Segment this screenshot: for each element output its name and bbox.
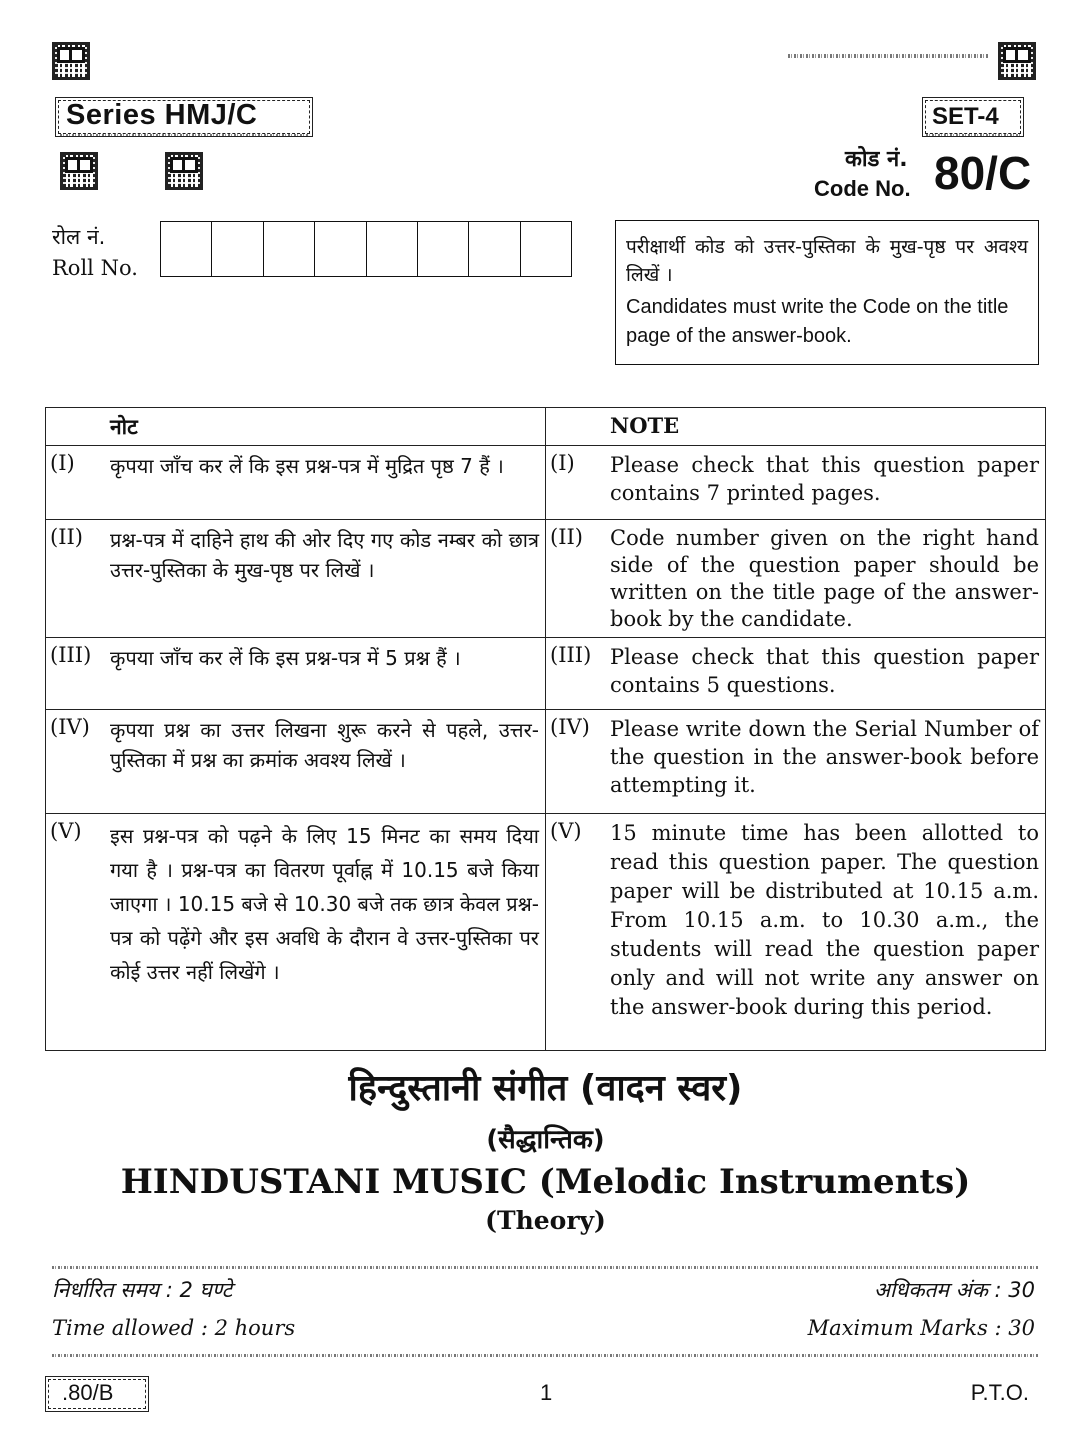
max-marks-english: Maximum Marks : 30 xyxy=(807,1316,1035,1340)
title-english-sub: (Theory) xyxy=(485,1206,606,1235)
roll-number-grid[interactable] xyxy=(160,221,572,277)
time-allowed-english: Time allowed : 2 hours xyxy=(52,1316,296,1340)
note-num-english: (IV) xyxy=(550,715,590,739)
microtext-line-info-bottom xyxy=(52,1354,1038,1357)
series-label: Series HMJ/C xyxy=(66,99,258,131)
note-num-hindi: (V) xyxy=(50,819,82,843)
roll-label-hindi: रोल नं. xyxy=(52,225,106,249)
time-allowed-hindi: निर्धारित समय : 2 घण्टे xyxy=(52,1278,233,1302)
code-notice-english: Candidates must write the Code on the title page of the answer-book. xyxy=(626,296,1009,347)
notes-table xyxy=(45,407,1046,1051)
roll-label-english: Roll No. xyxy=(52,256,138,280)
note-text-hindi: कृपया प्रश्न का उत्तर लिखना शुरू करने से पहले, उत्तर-पुस्तिका में प्रश्न का क्रमांक अवश्य लिखें । xyxy=(110,718,539,772)
note-text-hindi: कृपया जाँच कर लें कि इस प्रश्न-पत्र में 5 प्रश्न हैं । xyxy=(110,646,461,670)
roll-digit-box[interactable] xyxy=(521,222,571,276)
notes-heading-hindi: नोट xyxy=(46,408,546,446)
roll-digit-box[interactable] xyxy=(212,222,263,276)
roll-digit-box[interactable] xyxy=(161,222,212,276)
roll-digit-box[interactable] xyxy=(264,222,315,276)
microtext-line-series xyxy=(60,134,308,137)
note-num-english: (III) xyxy=(550,643,592,667)
table-row xyxy=(46,710,1046,814)
qr-code-left-2 xyxy=(165,152,203,190)
title-hindi-sub: (सैद्धान्तिक) xyxy=(486,1125,605,1155)
note-num-english: (I) xyxy=(550,451,575,475)
qr-code-top-left xyxy=(52,42,90,80)
roll-digit-box[interactable] xyxy=(418,222,469,276)
note-num-english: (V) xyxy=(550,819,582,843)
note-num-hindi: (II) xyxy=(50,525,83,549)
table-row xyxy=(46,520,1046,638)
microtext-line-set xyxy=(926,134,1022,137)
note-num-hindi: (IV) xyxy=(50,715,90,739)
note-text-english: Code number given on the right hand side of the question paper should be written on the title page of the answer-book by the candidate. xyxy=(610,526,1039,631)
note-text-english: 15 minute time has been allotted to read this question paper. The question paper will be distributed at 10.15 a.m. From 10.15 a.m. to 10.30 a.m., the students will read the question paper only and will not write any answer on the answer-book during this period. xyxy=(610,821,1039,1019)
title-english-main: HINDUSTANI MUSIC (Melodic Instruments) xyxy=(120,1162,971,1202)
notes-header-row xyxy=(46,408,1046,446)
note-text-hindi: कृपया जाँच कर लें कि इस प्रश्न-पत्र में मुद्रित पृष्ठ 7 हैं । xyxy=(110,454,504,478)
note-num-hindi: (I) xyxy=(50,451,75,475)
title-hindi-main: हिन्दुस्तानी संगीत (वादन स्वर) xyxy=(348,1068,743,1109)
set-label: SET-4 xyxy=(932,103,999,130)
max-marks-hindi: अधिकतम अंक : 30 xyxy=(873,1278,1035,1302)
code-notice-box xyxy=(615,220,1039,365)
note-text-hindi: प्रश्न-पत्र में दाहिने हाथ की ओर दिए गए कोड नम्बर को छात्र उत्तर-पुस्तिका के मुख-पृष्ठ पर लिखें । xyxy=(110,528,539,582)
microtext-line-top xyxy=(788,54,988,58)
table-row xyxy=(46,446,1046,520)
qr-code-left-1 xyxy=(60,152,98,190)
note-num-english: (II) xyxy=(550,525,583,549)
notes-heading-english: NOTE xyxy=(546,408,1046,446)
note-text-english: Please write down the Serial Number of the question in the answer-book before attempting it. xyxy=(610,717,1039,797)
note-num-hindi: (III) xyxy=(50,643,92,667)
roll-digit-box[interactable] xyxy=(315,222,366,276)
note-text-english: Please check that this question paper contains 5 questions. xyxy=(610,645,1039,697)
roll-digit-box[interactable] xyxy=(367,222,418,276)
page-number: 1 xyxy=(540,1380,553,1405)
qr-code-top-right xyxy=(998,42,1036,80)
microtext-line-info-top xyxy=(52,1266,1038,1269)
table-row xyxy=(46,814,1046,1051)
code-label-hindi: कोड नं. xyxy=(845,147,908,172)
code-number: 80/C xyxy=(934,147,1032,199)
code-notice-hindi: परीक्षार्थी कोड को उत्तर-पुस्तिका के मुख-पृष्ठ पर अवश्य लिखें । xyxy=(626,236,1028,286)
note-text-english: Please check that this question paper contains 7 printed pages. xyxy=(610,453,1039,505)
roll-digit-box[interactable] xyxy=(469,222,520,276)
note-text-hindi: इस प्रश्न-पत्र को पढ़ने के लिए 15 मिनट का समय दिया गया है । प्रश्न-पत्र का वितरण पूर्वाह्न में 10.15 बजे किया जाएगा । 10.15 बजे से 10.30 बजे तक छात्र केवल प्रश्न-पत्र को पढ़ेंगे और इस अवधि के दौरान वे उत्तर-पुस्तिका पर कोई उत्तर नहीं लिखेंगे । xyxy=(110,824,540,984)
footer-code: .80/B xyxy=(62,1380,114,1405)
code-label-english: Code No. xyxy=(814,176,911,201)
table-row xyxy=(46,638,1046,710)
pto-label: P.T.O. xyxy=(970,1380,1029,1405)
